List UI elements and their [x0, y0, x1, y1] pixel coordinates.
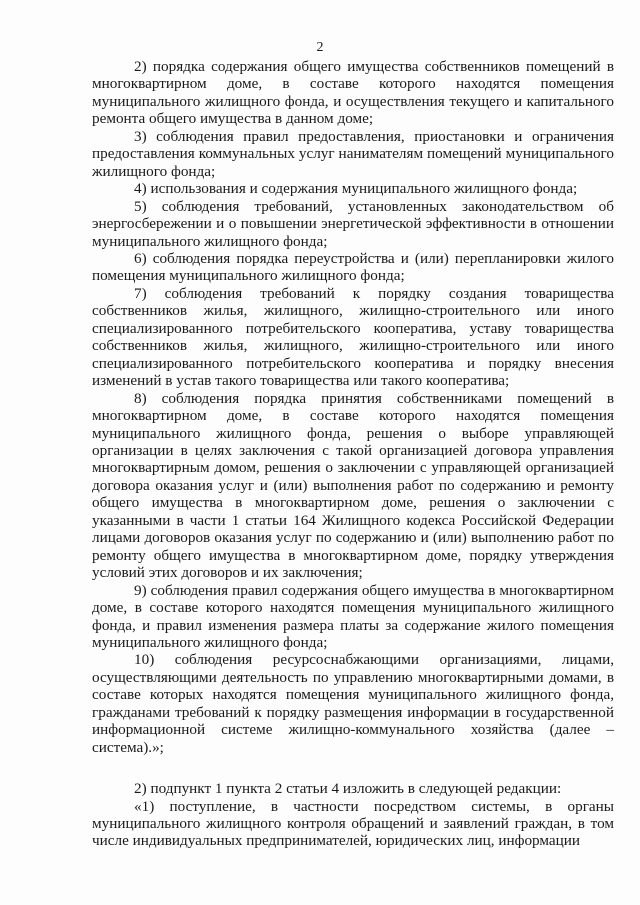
paragraph-item-2: 2) порядка содержания общего имущества собственников помещений в многоквартирном доме, в составе которого находятся помещения муниципального жилищного фонда, и осуществления текущего и капитального ремонта общего имущества в данном доме;: [92, 58, 614, 128]
document-body: [92, 58, 614, 850]
paragraph-item-5: 5) соблюдения требований, установленных законодательством об энергосбережении и о повышении энергетической эффективности в отношении муниципального жилищного фонда;: [92, 197, 614, 250]
paragraph-item-9: 9) соблюдения правил содержания общего имущества в многоквартирном доме, в составе которого находятся помещения муниципального жилищного фонда, и правил изменения размера платы за содержание жилого помещения муниципального жилищного фонда;: [92, 581, 614, 651]
paragraph-amendment-intro: 2) подпункт 1 пункта 2 статьи 4 изложить в следующей редакции:: [134, 780, 562, 798]
page-number: 2: [316, 40, 324, 55]
paragraph-amendment-text: «1) поступление, в частности посредством системы, в органы муниципального жилищного контроля обращений и заявлений граждан, в том числе индивидуальных предпринимателей, юридических лиц, информации: [92, 797, 614, 850]
paragraph-item-10: 10) соблюдения ресурсоснабжающими организациями, лицами, осуществляющими деятельность по управлению многоквартирными домами, в составе которых находятся помещения муниципального жилищного фонда, гражданами требований к порядку размещения информации в государственной информационной системе жилищно-коммунального хозяйства (далее – система).»;: [92, 651, 614, 756]
paragraph-item-8: 8) соблюдения порядка принятия собственниками помещений в многоквартирном доме, в составе которого находятся помещения муниципального жилищного фонда, решения о выборе управляющей организации в целях заключения с такой организацией договора управления многоквартирным домом, решения о заключении с управляющей организацией договора оказания услуг и (или) выполнения работ по содержанию и ремонту общего имущества в многоквартирном доме, решения о заключении с указанными в части 1 статьи 164 Жилищного кодекса Российской Федерации лицами договоров оказания услуг по содержанию и (или) выполнению работ по ремонту общего имущества в многоквартирном доме, порядку утверждения условий этих договоров и их заключения;: [92, 389, 614, 582]
paragraph-item-6: 6) соблюдения порядка переустройства и (или) перепланировки жилого помещения муниципального жилищного фонда;: [92, 249, 614, 285]
paragraph-item-7: 7) соблюдения требований к порядку создания товарищества собственников жилья, жилищного, жилищно-строительного или иного специализированного потребительского кооператива, уставу товарищества собственников жилья, жилищного, жилищно-строительного или иного специализированного потребительского кооператива и порядку внесения изменений в устав такого товарищества или такого кооператива;: [92, 284, 614, 390]
paragraph-item-3: 3) соблюдения правил предоставления, приостановки и ограничения предоставления коммунальных услуг нанимателям помещений муниципального жилищного фонда;: [92, 127, 614, 180]
paragraph-item-4: 4) использования и содержания муниципального жилищного фонда;: [134, 180, 578, 198]
